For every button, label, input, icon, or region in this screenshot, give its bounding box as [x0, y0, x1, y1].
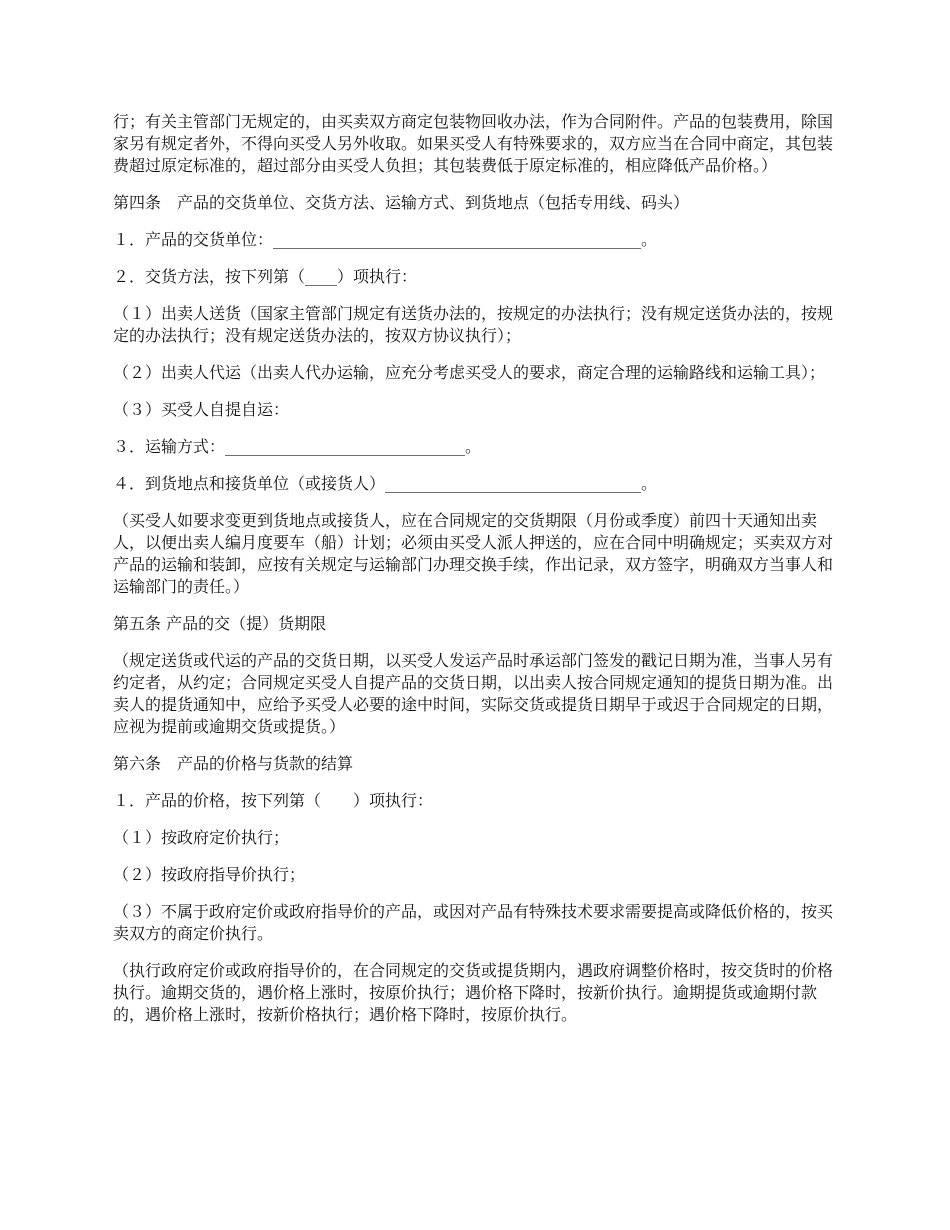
option-government-price: （１）按政府定价执行； [113, 828, 290, 847]
paragraph-price-adjustment: （执行政府定价或政府指导价的，在合同规定的交货或提货期内，遇政府调整价格时，按交货时的价格执行。逾期交货的，遇价格上涨时，按原价执行；遇价格下降时，按新价执行。逾期提货或逾期付款的，遇价格上涨时，按新价格执行；遇价格下降时，按原价执行。 [113, 961, 834, 1024]
option-buyer-pickup: （３）买受人自提自运： [113, 400, 290, 419]
document-page [113, 111, 848, 1041]
paragraph-delivery-date: （规定送货或代运的产品的交货日期，以买受人发运产品时承运部门签发的戳记日期为准，当事人另有约定者，从约定；合同规定买受人自提产品的交货日期，以出卖人按合同规定通知的提货日期为准。出卖人的提货通知中，应给予买受人必要的途中时间，实际交货或提货日期早于或迟于合同规定的日期，应视为提前或逾期交货或提货。） [113, 651, 834, 736]
clause-price: １．产品的价格，按下列第（ ）项执行： [113, 791, 434, 810]
option-government-guide-price: （２）按政府指导价执行； [113, 865, 306, 884]
heading-article-4: 第四条 产品的交货单位、交货方法、运输方式、到货地点（包括专用线、码头） [113, 193, 690, 212]
option-seller-ships: （２）出卖人代运（出卖人代办运输，应充分考虑买受人的要求，商定合理的运输路线和运输工具）； [113, 363, 826, 382]
paragraph-packaging-cont: 行；有关主管部门无规定的，由买卖双方商定包装物回收办法，作为合同附件。产品的包装费用，除国家另有规定者外，不得向买受人另外收取。如果买受人有特殊要求的，双方应当在合同中商定，其包装费超过原定标准的，超过部分由买受人负担；其包装费低于原定标准的，相应降低产品价格。） [113, 112, 834, 175]
clause-transport-mode: ３．运输方式：______________________________。 [113, 437, 482, 456]
heading-article-5: 第五条 产品的交（提）货期限 [113, 614, 327, 633]
option-negotiated-price: （３）不属于政府定价或政府指导价的产品，或因对产品有特殊技术要求需要提高或降低价格的，按买卖双方的商定价执行。 [113, 902, 834, 943]
clause-delivery-unit: １．产品的交货单位：______________________________________________。 [113, 230, 658, 249]
clause-destination: ４．到货地点和接货单位（或接货人）________________________________。 [113, 474, 658, 493]
option-seller-delivers: （１）出卖人送货（国家主管部门规定有送货办法的，按规定的办法执行；没有规定送货办法的，按规定的办法执行；没有规定送货办法的，按双方协议执行）； [113, 304, 834, 345]
clause-delivery-method: ２．交货方法，按下列第（____）项执行： [113, 267, 418, 286]
paragraph-destination-change: （买受人如要求变更到货地点或接货人，应在合同规定的交货期限（月份或季度）前四十天通知出卖人，以便出卖人编月度要车（船）计划；必须由买受人派人押送的，应在合同中明确规定；买卖双方对产品的运输和装卸，应按有关规定与运输部门办理交换手续，作出记录，双方签字，明确双方当事人和运输部门的责任。） [113, 511, 834, 596]
heading-article-6: 第六条 产品的价格与货款的结算 [113, 754, 354, 773]
